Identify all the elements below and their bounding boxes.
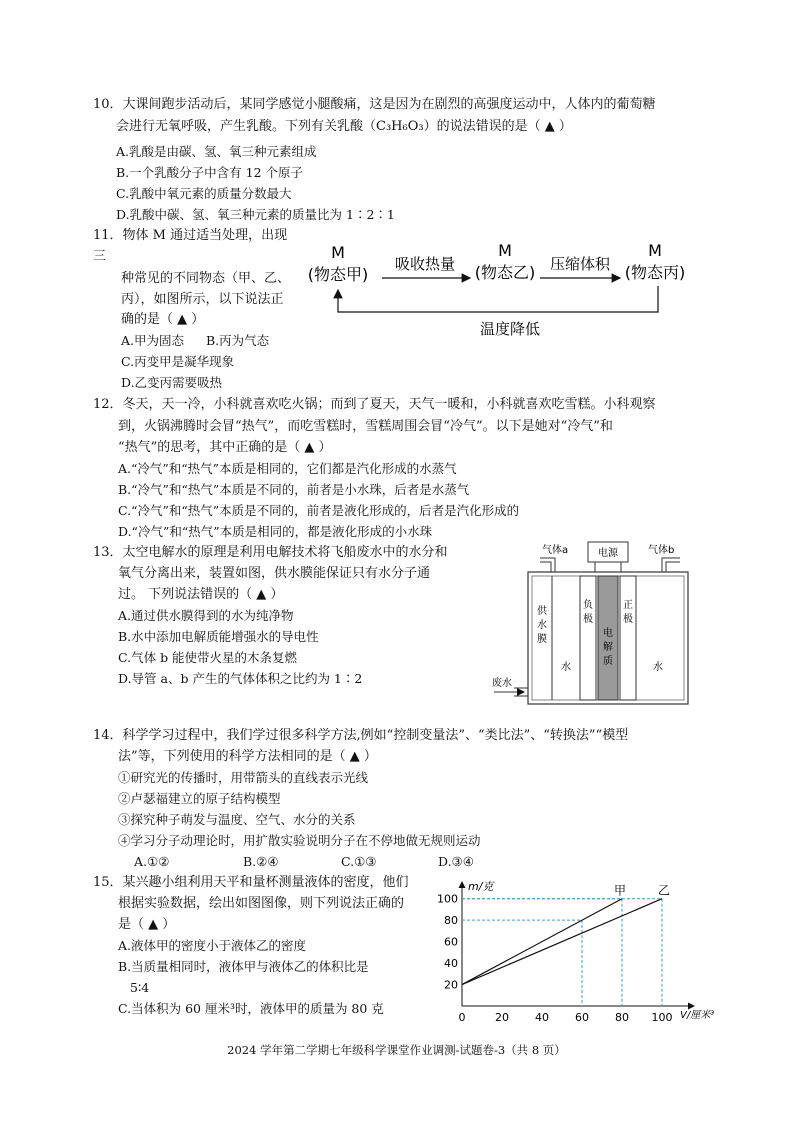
q14-option-c: C.①③ xyxy=(341,854,377,869)
q11-option-c: C.丙变甲是凝华现象 xyxy=(121,354,235,369)
mass-volume-chart xyxy=(430,878,720,1028)
q12-option-b: B.“冷气”和“热气”本质是不同的，前者是小水珠，后者是水蒸气 xyxy=(118,482,470,497)
arrow1-label: 吸收热量 xyxy=(394,255,456,273)
q10-option-a: A.乳酸是由碳、氢、氧三种元素组成 xyxy=(116,144,317,159)
x-tick-label: 60 xyxy=(575,1011,589,1024)
gas-b-pipe xyxy=(662,558,680,572)
q14-option-a: A.①② xyxy=(134,854,170,869)
q14-stem-line2: 法”等，下列使用的科学方法相同的是（ ▲ ） xyxy=(118,749,377,764)
gas-b-label: 气体b xyxy=(648,545,675,556)
q11-option-a: A.甲为固态 xyxy=(121,333,185,348)
q13-stem-line1: 13．太空电解水的原理是利用电解技术将飞船废水中的水分和 xyxy=(93,545,448,560)
membrane-label-1: 供 xyxy=(537,606,547,617)
q13-option-d: D.导管 a、b 产生的气体体积之比约为 1∶2 xyxy=(118,671,363,686)
state-change-diagram xyxy=(300,234,710,344)
return-arrow-label: 温度降低 xyxy=(479,320,541,338)
q15-stem-line3: 是（ ▲ ） xyxy=(118,917,176,932)
page-footer: 2024 学年第二学期七年级科学课堂作业调测-试题卷-3（共 8 页） xyxy=(227,1043,566,1057)
state-a-label: (物态甲) xyxy=(307,265,369,284)
q15-option-c: C.当体积为 60 厘米³时，液体甲的质量为 80 克 xyxy=(118,1001,384,1016)
membrane-label-3: 膜 xyxy=(537,634,547,645)
y-tick-label: 80 xyxy=(444,914,458,928)
q11-stem-line1: 11．物体 M 通过适当处理，出现 xyxy=(93,228,288,243)
q14-item-3: ③探究种子萌发与温度、空气、水分的关系 xyxy=(118,812,356,827)
membrane-label-2: 水 xyxy=(537,620,547,631)
q11-stem-line3: 丙），如图所示，以下说法正 xyxy=(121,292,284,307)
q10-stem-line2: 会进行无氧呼吸，产生乳酸。下列有关乳酸（C₃H₆O₃）的说法错误的是（ ▲ ） xyxy=(116,119,572,134)
q13-option-c: C.气体 b 能使带火星的木条复燃 xyxy=(118,650,298,665)
water-label-left: 水 xyxy=(561,662,571,673)
m-label-b: M xyxy=(498,241,512,260)
q12-option-c: C.“冷气”和“热气”本质是不同的，前者是液化形成的，后者是汽化形成的 xyxy=(118,503,520,518)
pos-label-1: 正 xyxy=(623,600,633,611)
power-label: 电源 xyxy=(598,548,618,559)
gas-a-pipe xyxy=(540,558,555,572)
q11-option-d: D.乙变丙需要吸热 xyxy=(121,375,223,390)
q15-option-b-cont: 5∶4 xyxy=(130,980,150,995)
neg-label-1: 负 xyxy=(583,600,593,611)
q11-stem-line2: 种常见的不同物态（甲、乙、 xyxy=(121,271,291,286)
q10-option-d: D.乳酸中碳、氢、氧三种元素的质量比为 1∶2∶1 xyxy=(116,207,395,222)
q14-stem-line1: 14．科学学习过程中，我们学过很多科学方法,例如“控制变量法”、“类比法”、“转换法”“模型 xyxy=(93,728,629,743)
gas-a-label: 气体a xyxy=(542,545,569,556)
q12-stem-line1: 12．冬天，天一冷，小科就喜欢吃火锅；而到了夏天，天气一暖和，小科就喜欢吃雪糕。小科观察 xyxy=(93,397,656,412)
q15-stem-line1: 15．某兴趣小组利用天平和量杯测量液体的密度，他们 xyxy=(93,875,409,890)
series-line-jia xyxy=(462,899,622,985)
electrolysis-diagram xyxy=(490,540,710,712)
x-tick-label: 80 xyxy=(615,1011,629,1024)
electrolyte-label-3: 质 xyxy=(603,656,613,667)
q13-stem-line2: 氧气分离出来，装置如图，供水膜能保证只有水分子通 xyxy=(118,566,431,581)
q13-option-b: B.水中添加电解质能增强水的导电性 xyxy=(118,629,319,644)
arrow2-label: 压缩体积 xyxy=(549,255,611,273)
q12-stem-line3: “热气”的思考，其中正确的是（ ▲ ） xyxy=(118,440,332,455)
series-label: 甲 xyxy=(613,883,627,898)
x-axis-label: V/厘米³ xyxy=(680,1010,715,1021)
q14-option-d: D.③④ xyxy=(438,854,474,869)
y-axis-label: m/克 xyxy=(468,880,494,893)
series-line-yi xyxy=(462,899,662,985)
state-b-label: (物态乙) xyxy=(474,263,536,282)
electrolyte-label-1: 电 xyxy=(603,628,613,639)
q11-option-b: B.丙为气态 xyxy=(206,333,270,348)
electrolyte-label-2: 解 xyxy=(603,642,613,653)
pos-label-2: 极 xyxy=(623,614,633,625)
q15-stem-line2: 根据实验数据，绘出如图图像，则下列说法正确的 xyxy=(118,896,405,911)
x-tick-label: 20 xyxy=(495,1011,509,1024)
neg-label-2: 极 xyxy=(583,614,593,625)
q12-option-d: D.“冷气”和“热气”本质是相同的，都是液化形成的小水珠 xyxy=(118,524,433,539)
y-tick-label: 20 xyxy=(444,978,458,992)
x-tick-label: 0 xyxy=(458,1011,466,1024)
q12-option-a: A.“冷气”和“热气”本质是相同的，它们都是汽化形成的水蒸气 xyxy=(118,461,457,476)
q15-option-b: B.当质量相同时，液体甲与液体乙的体积比是 xyxy=(118,959,369,974)
m-label-a: M xyxy=(331,243,345,262)
return-arrow xyxy=(338,286,658,312)
y-tick-label: 100 xyxy=(437,892,458,906)
q13-stem-line3: 过。 下列说法错误的（ ▲ ） xyxy=(118,587,284,602)
water-label-right: 水 xyxy=(653,662,663,673)
waste-label: 废水 xyxy=(492,678,512,689)
q10-option-c: C.乳酸中氧元素的质量分数最大 xyxy=(116,186,292,201)
q10-option-b: B.一个乳酸分子中含有 12 个原子 xyxy=(116,165,304,180)
y-tick-label: 40 xyxy=(444,957,458,971)
q14-item-1: ①研究光的传播时，用带箭头的直线表示光线 xyxy=(118,770,369,785)
q10-stem-line1: 10．大课间跑步活动后，某同学感觉小腿酸痛，这是因为在剧烈的高强度运动中，人体内的葡萄糖 xyxy=(93,97,656,112)
q12-stem-line2: 到，火锅沸腾时会冒“热气”，而吃雪糕时，雪糕周围会冒“冷气”。以下是她对“冷气”和 xyxy=(118,419,613,434)
state-c-label: (物态丙) xyxy=(624,263,686,282)
q13-option-a: A.通过供水膜得到的水为纯净物 xyxy=(118,608,294,623)
y-tick-label: 60 xyxy=(444,935,458,949)
m-label-c: M xyxy=(648,241,662,260)
q15-option-a: A.液体甲的密度小于液体乙的密度 xyxy=(118,938,307,953)
q14-item-4: ④学习分子动理论时，用扩散实验说明分子在不停地做无规则运动 xyxy=(118,833,481,848)
series-label: 乙 xyxy=(657,883,671,898)
q11-stem-line4: 确的是（ ▲ ） xyxy=(121,312,205,327)
q14-option-b: B.②④ xyxy=(243,854,279,869)
x-tick-label: 100 xyxy=(651,1011,673,1024)
x-tick-label: 40 xyxy=(535,1011,549,1024)
q11-stem-line1b: 三 xyxy=(93,249,107,264)
q14-item-2: ②卢瑟福建立的原子结构模型 xyxy=(118,791,281,806)
